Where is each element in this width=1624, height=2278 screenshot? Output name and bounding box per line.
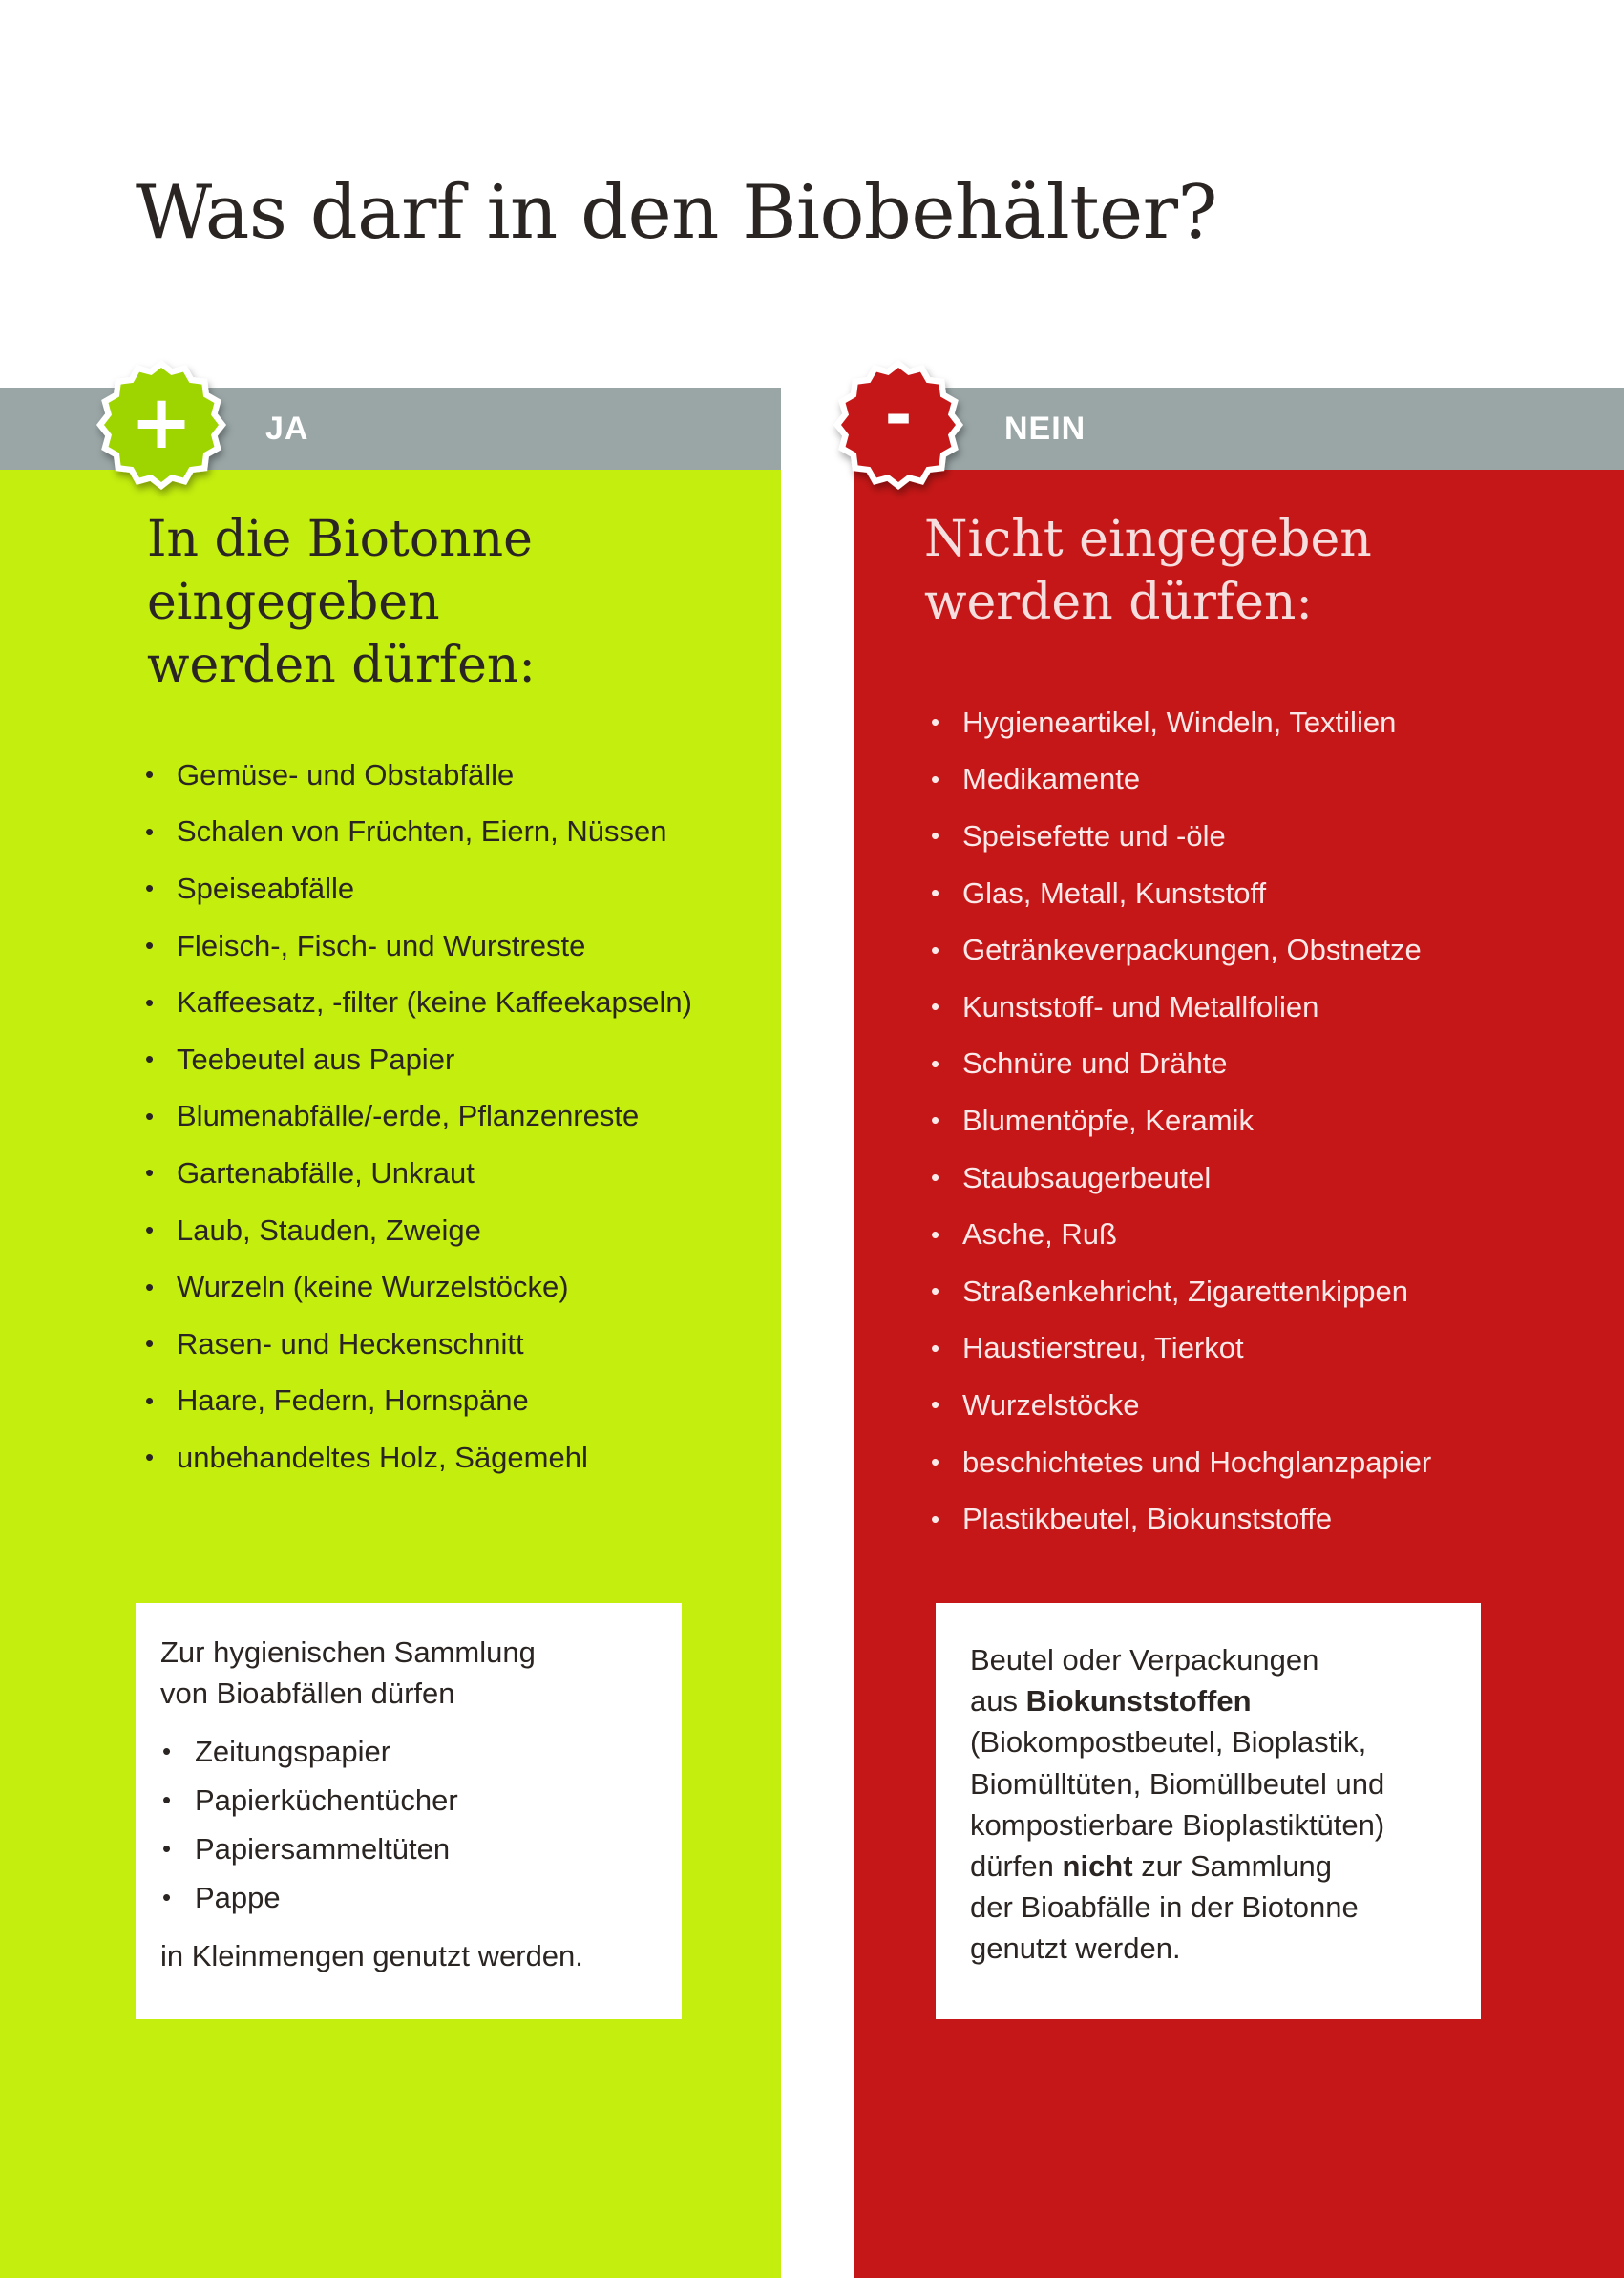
- info-text-bold: Biokunststoffen: [1025, 1684, 1252, 1719]
- bullet: •: [931, 878, 940, 908]
- label-ja: JA: [265, 411, 309, 447]
- item-text: Wurzeln (keine Wurzelstöcke): [177, 1270, 569, 1304]
- info-text: Biomülltüten, Biomüllbeutel und: [970, 1766, 1385, 1801]
- item-text: Speiseabfälle: [177, 871, 355, 905]
- list-item: [145, 1031, 756, 1088]
- plus-badge: [90, 353, 233, 496]
- list-item: [145, 1373, 756, 1430]
- list-nein: [931, 694, 1599, 1548]
- plus-icon: [90, 353, 233, 496]
- item-text: Haare, Federn, Hornspäne: [177, 1383, 529, 1418]
- info-item-text: Pappe: [195, 1881, 281, 1914]
- bullet: •: [145, 874, 155, 903]
- bullet: •: [931, 1219, 940, 1249]
- heading-nein-line: Nicht eingegeben: [924, 511, 1372, 568]
- list-item: [931, 921, 1599, 979]
- info-list-item: [160, 1873, 657, 1922]
- info-list-item: [160, 1776, 657, 1825]
- item-text: Speisefette und -öle: [962, 818, 1226, 853]
- info-list-item: [160, 1825, 657, 1873]
- bullet: •: [145, 816, 155, 846]
- bullet: •: [931, 992, 940, 1022]
- heading-ja-line: eingegeben: [147, 574, 440, 631]
- bullet: •: [145, 1044, 155, 1074]
- list-item: [145, 974, 756, 1031]
- bullet: •: [931, 1163, 940, 1192]
- bullet: •: [145, 987, 155, 1017]
- info-text-bold: nicht: [1062, 1849, 1133, 1884]
- item-text: Medikamente: [962, 762, 1141, 796]
- info-item-text: Papierküchentücher: [195, 1783, 458, 1817]
- bullet: •: [145, 931, 155, 960]
- heading-ja-line: werden dürfen:: [147, 637, 536, 694]
- list-item: [145, 1258, 756, 1316]
- item-text: Straßenkehricht, Zigarettenkippen: [962, 1274, 1408, 1308]
- minus-icon: [827, 353, 970, 496]
- minus-badge: [827, 353, 970, 496]
- info-text: aus: [970, 1684, 1026, 1719]
- list-item: [931, 751, 1599, 809]
- list-item: [145, 1088, 756, 1146]
- info-text: kompostierbare Bioplastiktüten): [970, 1807, 1385, 1842]
- info-list-ja: [160, 1727, 657, 1922]
- item-text: Blumenabfälle/-erde, Pflanzenreste: [177, 1099, 640, 1133]
- item-text: Haustierstreu, Tierkot: [962, 1331, 1244, 1365]
- bullet: •: [145, 760, 155, 790]
- bullet: •: [145, 1158, 155, 1188]
- info-line: [970, 1639, 1446, 1680]
- item-text: Teebeutel aus Papier: [177, 1042, 455, 1076]
- list-item: [931, 1434, 1599, 1491]
- info-text: Beutel oder Verpackungen: [970, 1643, 1319, 1677]
- panel-nein: [854, 470, 1624, 2278]
- bullet: •: [931, 1276, 940, 1306]
- bullet: •: [145, 1385, 155, 1415]
- bullet: •: [931, 821, 940, 851]
- bullet: •: [145, 1272, 155, 1301]
- bullet: •: [931, 764, 940, 793]
- heading-nein: [924, 508, 1573, 634]
- list-ja: [145, 747, 756, 1487]
- item-text: Staubsaugerbeutel: [962, 1160, 1212, 1194]
- list-item: [931, 1092, 1599, 1150]
- item-text: Gartenabfälle, Unkraut: [177, 1155, 475, 1190]
- item-text: unbehandeltes Holz, Sägemehl: [177, 1440, 588, 1474]
- info-intro-line: Zur hygienischen Sammlung: [160, 1635, 536, 1669]
- bullet: •: [162, 1737, 172, 1765]
- list-item: [931, 1036, 1599, 1093]
- item-text: Gemüse- und Obstabfälle: [177, 757, 515, 791]
- list-item: [931, 1490, 1599, 1548]
- bullet: •: [162, 1834, 172, 1863]
- info-line: [970, 1846, 1446, 1887]
- bullet: •: [162, 1785, 172, 1814]
- info-line: [970, 1680, 1446, 1721]
- list-item: [145, 804, 756, 861]
- list-item: [931, 1150, 1599, 1207]
- heading-ja-line: In die Biotonne: [147, 511, 533, 568]
- info-text: dürfen: [970, 1849, 1063, 1884]
- item-text: Getränkeverpackungen, Obstnetze: [962, 933, 1422, 967]
- bullet: •: [931, 1106, 940, 1135]
- info-box-ja: [136, 1603, 682, 2019]
- list-item: [145, 860, 756, 918]
- info-item-text: Papiersammeltüten: [195, 1832, 451, 1866]
- item-text: Kunststoff- und Metallfolien: [962, 989, 1319, 1023]
- label-nein: NEIN: [1004, 411, 1086, 447]
- info-box-nein: [936, 1603, 1481, 2019]
- bullet: •: [145, 1443, 155, 1472]
- item-text: Kaffeesatz, -filter (keine Kaffeekapseln): [177, 985, 692, 1020]
- list-item: [931, 1263, 1599, 1320]
- list-item: [931, 1320, 1599, 1378]
- info-line: [970, 1887, 1446, 1928]
- item-text: Fleisch-, Fisch- und Wurstreste: [177, 928, 586, 962]
- info-line: [970, 1928, 1446, 1969]
- info-footer: in Kleinmengen genutzt werden.: [160, 1939, 583, 1972]
- bullet: •: [931, 1333, 940, 1362]
- info-text: (Biokompostbeutel, Bioplastik,: [970, 1725, 1367, 1760]
- item-text: Plastikbeutel, Biokunststoffe: [962, 1502, 1333, 1536]
- item-text: beschichtetes und Hochglanzpapier: [962, 1445, 1432, 1479]
- list-item: [145, 1429, 756, 1487]
- list-item: [931, 865, 1599, 922]
- list-item: [145, 1145, 756, 1202]
- item-text: Blumentöpfe, Keramik: [962, 1103, 1254, 1137]
- heading-ja: [147, 508, 720, 697]
- badge-symbol: +: [130, 380, 193, 466]
- info-text: zur Sammlung: [1132, 1849, 1333, 1884]
- bullet: •: [931, 707, 940, 737]
- bullet: •: [145, 1329, 155, 1359]
- item-text: Schnüre und Drähte: [962, 1046, 1228, 1081]
- panel-ja: [0, 470, 781, 2278]
- badge-symbol: -: [884, 376, 913, 454]
- bullet: •: [145, 1215, 155, 1245]
- list-item: [931, 694, 1599, 751]
- list-item: [145, 1316, 756, 1373]
- info-list-item: [160, 1727, 657, 1776]
- list-item: [145, 918, 756, 975]
- bullet: •: [931, 1447, 940, 1477]
- info-text: der Bioabfälle in der Biotonne: [970, 1890, 1359, 1925]
- bullet: •: [931, 1390, 940, 1420]
- item-text: Rasen- und Heckenschnitt: [177, 1326, 524, 1360]
- item-text: Wurzelstöcke: [962, 1387, 1140, 1422]
- list-item: [931, 808, 1599, 865]
- info-line: [970, 1763, 1446, 1804]
- bullet: •: [162, 1883, 172, 1911]
- item-text: Schalen von Früchten, Eiern, Nüssen: [177, 814, 667, 849]
- list-item: [931, 1206, 1599, 1263]
- bullet: •: [931, 935, 940, 964]
- info-item-text: Zeitungspapier: [195, 1735, 391, 1768]
- list-item: [145, 747, 756, 804]
- item-text: Laub, Stauden, Zweige: [177, 1213, 481, 1247]
- list-item: [931, 979, 1599, 1036]
- info-text: genutzt werden.: [970, 1931, 1181, 1966]
- page-title: Was darf in den Biobehälter?: [136, 170, 1217, 256]
- heading-nein-line: werden dürfen:: [924, 574, 1313, 631]
- item-text: Glas, Metall, Kunststoff: [962, 875, 1267, 910]
- list-item: [145, 1202, 756, 1259]
- list-item: [931, 1377, 1599, 1434]
- info-intro-line: von Bioabfällen dürfen: [160, 1677, 455, 1710]
- bullet: •: [145, 1101, 155, 1130]
- info-line: [970, 1804, 1446, 1846]
- bullet: •: [931, 1504, 940, 1533]
- item-text: Asche, Ruß: [962, 1217, 1117, 1252]
- item-text: Hygieneartikel, Windeln, Textilien: [962, 705, 1397, 739]
- info-line: [970, 1721, 1446, 1762]
- bullet: •: [931, 1048, 940, 1078]
